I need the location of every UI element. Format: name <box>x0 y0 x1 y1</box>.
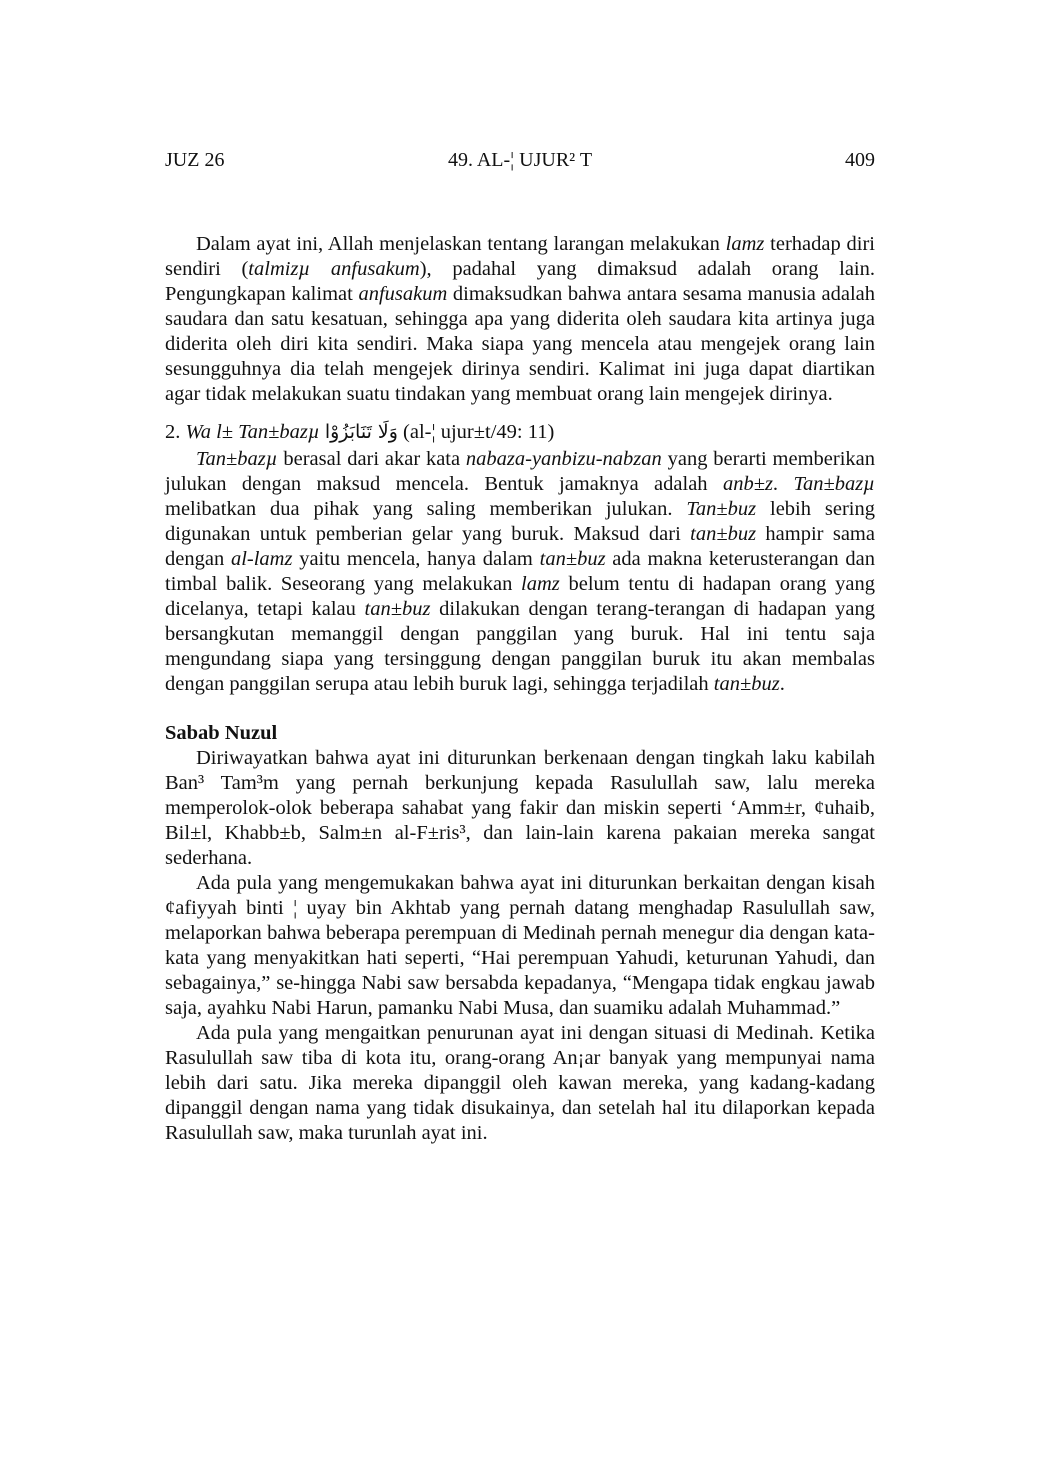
text-run: Dalam ayat ini, Allah menjelaskan tentang larangan melakukan <box>196 233 726 255</box>
term-tanabazu: Tan±bazµ <box>793 473 875 495</box>
term-talmizu-anfusakum: talmizµ anfusakum <box>248 258 420 280</box>
term-tanabuz: tan±buz <box>539 548 606 570</box>
paragraph-tanabazu-explanation <box>165 447 875 697</box>
text-run: belum tentu di hadapan orang yang dicelanya, tetapi kalau <box>165 573 875 620</box>
text-run: ada makna keterusterangan dan timbal balik. Seseorang yang melakukan <box>165 548 875 595</box>
term-tanabuz: tan±buz <box>364 598 431 620</box>
text-run: yaitu mencela, hanya dalam <box>292 548 540 570</box>
term-anfusakum: anfusakum <box>358 283 448 305</box>
document-page <box>165 140 875 1146</box>
running-header <box>165 140 875 180</box>
paragraph-sabab-1: Diriwayatkan bahwa ayat ini diturunkan berkenaan dengan tingkah laku kabilah Ban³ Tam³m yang pernah berkunjung kepada Rasulullah saw, lalu mereka memperolok-olok beberapa sahabat yang fakir dan miskin seperti ‘Amm±r, ¢uhaib, Bil±l, Khabb±b, Salm±n al-F±ris³, dan lain-lain karena pakaian mereka sangat sederhana. <box>165 747 875 869</box>
surah-title: 49. AL-¦ UJUR² T <box>447 149 593 171</box>
item-heading-2 <box>165 420 875 445</box>
text-run: melibatkan dua pihak yang saling memberikan julukan. <box>165 498 687 520</box>
item-number: 2. <box>165 421 181 443</box>
text-run: terhadap diri sendiri ( <box>165 233 875 280</box>
term-tanabuz: tan±buz <box>690 523 757 545</box>
text-run: . <box>779 673 785 695</box>
text-run: hampir sama dengan <box>165 523 875 570</box>
term-lamz: lamz <box>521 573 560 595</box>
arabic-phrase: وَلَا تَنَابَزُوْا <box>324 421 398 443</box>
verse-reference: (al-¦ ujur±t/49: 11) <box>403 421 555 443</box>
page-number: 409 <box>845 149 875 171</box>
text-run: ), padahal yang dimaksud adalah orang lain. Pengungkapan kalimat <box>165 258 875 305</box>
text-run: yang berarti memberikan julukan dengan maksud mencela. Bentuk jamaknya adalah <box>165 448 875 495</box>
term-tanabazu: Tan±bazµ <box>196 448 278 470</box>
text-run: berasal dari akar kata <box>277 448 466 470</box>
text-run: dilakukan dengan terang-terangan di hadapan yang bersangkutan memanggil dengan panggilan yang buruk. Hal ini tentu saja mengundang siapa yang tersinggung dengan panggilan buruk itu akan membalas dengan panggilan serupa atau lebih buruk lagi, sehingga terjadilah <box>165 598 875 695</box>
term-tanabuz: tan±buz <box>713 673 780 695</box>
term-root-word: nabaza-yanbizu-nabzan <box>465 448 662 470</box>
item-term: Wa l± Tan±bazµ <box>185 421 320 443</box>
main-text <box>165 232 875 1146</box>
paragraph-sabab-3: Ada pula yang mengaitkan penurunan ayat ini dengan situasi di Medinah. Ketika Rasulullah saw tiba di kota itu, orang-orang An¡ar banyak yang mempunyai nama lebih dari satu. Jika mereka dipanggil oleh kawan mereka, yang kadang-kadang dipanggil dengan nama yang tidak disukainya, dan setelah hal itu dilaporkan kepada Rasulullah saw, maka turunlah ayat ini. <box>165 1022 875 1144</box>
text-run: lebih sering digunakan untuk pemberian gelar yang buruk. Maksud dari <box>165 498 875 545</box>
term-lamz: lamz <box>725 233 765 255</box>
term-tanabuz: Tan±buz <box>686 498 757 520</box>
juz-label: JUZ 26 <box>165 149 225 171</box>
term-al-lamz: al-lamz <box>230 548 293 570</box>
term-plural: anb±z <box>722 473 773 495</box>
text-run: dimaksudkan bahwa antara sesama manusia adalah saudara dan satu kesatuan, sehingga apa yang diderita oleh saudara kita artinya juga diderita oleh diri kita sendiri. Maka siapa yang mencela atau mengejek orang lain sesungguhnya dia telah mengejek dirinya sendiri. Kalimat ini juga dapat diartikan agar tidak melakukan suatu tindakan yang membuat orang lain mengejek dirinya. <box>165 283 875 405</box>
text-run: . <box>772 473 794 495</box>
paragraph-sabab-2: Ada pula yang mengemukakan bahwa ayat ini diturunkan berkaitan dengan kisah ¢afiyyah binti ¦ uyay bin Akhtab yang pernah datang menghadap Rasulullah saw, melaporkan bahwa beberapa perempuan di Medinah pernah menegur dia dengan kata-kata yang menyakitkan hati seperti, “Hai perempuan Yahudi, keturunan Yahudi, dan sebagainya,” se-hingga Nabi saw bersabda kepadanya, “Mengapa tidak engkau jawab saja, ayahku Nabi Harun, pamanku Nabi Musa, dan suamiku adalah Muhammad.” <box>165 872 875 1019</box>
section-heading-sabab-nuzul: Sabab Nuzul <box>165 722 278 744</box>
paragraph-lamz-explanation <box>165 232 875 407</box>
